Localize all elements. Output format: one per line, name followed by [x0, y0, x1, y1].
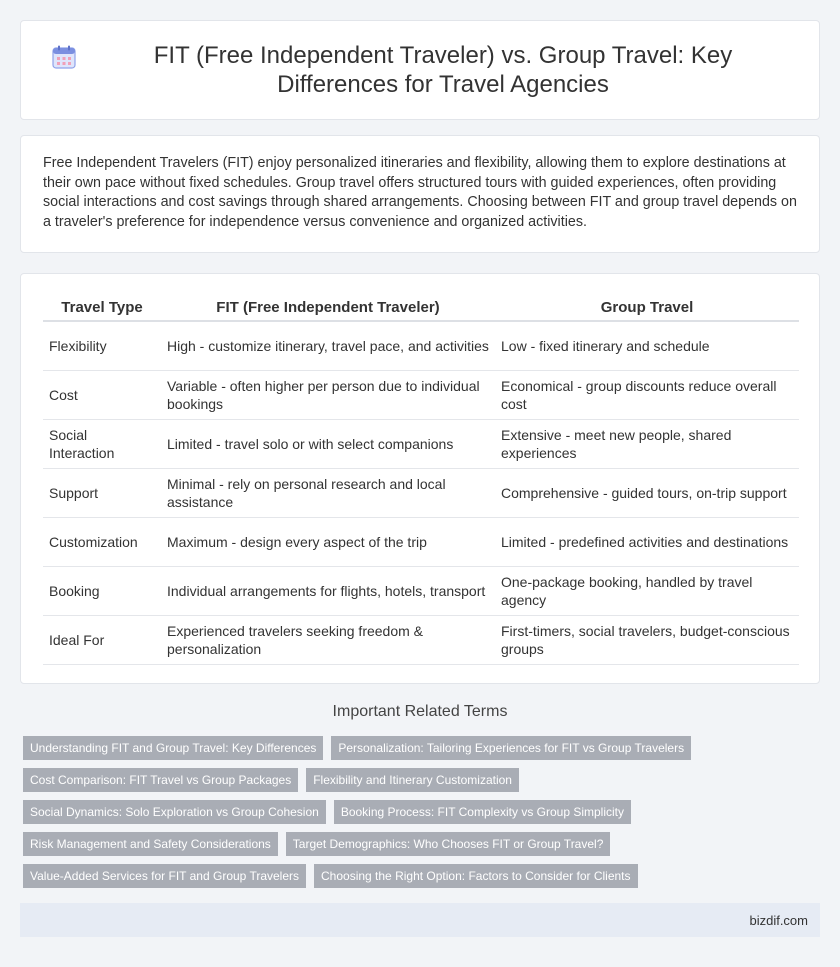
header-card: [20, 20, 820, 120]
column-header: FIT (Free Independent Traveler): [161, 294, 495, 322]
table-row: [43, 616, 799, 665]
table-cell: Minimal - rely on personal research and local assistance: [161, 469, 495, 518]
table-cell: One-package booking, handled by travel agency: [495, 567, 799, 616]
related-term-link[interactable]: Risk Management and Safety Considerations: [23, 832, 278, 856]
table-cell: First-timers, social travelers, budget-conscious groups: [495, 616, 799, 665]
footer: [20, 903, 820, 937]
comparison-card: [20, 273, 820, 684]
table-cell: Limited - predefined activities and destinations: [495, 518, 799, 567]
table-cell: Experienced travelers seeking freedom & personalization: [161, 616, 495, 665]
table-row: [43, 518, 799, 567]
site-name[interactable]: bizdif.com: [749, 912, 808, 928]
table-cell: Social Interaction: [43, 420, 161, 469]
table-row: [43, 420, 799, 469]
table-cell: Cost: [43, 371, 161, 420]
related-terms-heading: Important Related Terms: [332, 703, 508, 720]
table-row: [43, 322, 799, 371]
related-term-link[interactable]: Value-Added Services for FIT and Group Travelers: [23, 864, 306, 888]
table-cell: Economical - group discounts reduce overall cost: [495, 371, 799, 420]
column-header: Travel Type: [43, 294, 161, 322]
related-term-link[interactable]: Personalization: Tailoring Experiences for FIT vs Group Travelers: [331, 736, 691, 760]
calendar-icon: [51, 44, 77, 70]
related-term-link[interactable]: Cost Comparison: FIT Travel vs Group Packages: [23, 768, 298, 792]
related-term-link[interactable]: Booking Process: FIT Complexity vs Group Simplicity: [334, 800, 631, 824]
comparison-table: [43, 294, 799, 665]
table-row: [43, 567, 799, 616]
table-cell: Low - fixed itinerary and schedule: [495, 322, 799, 371]
table-cell: Extensive - meet new people, shared experiences: [495, 420, 799, 469]
table-cell: Ideal For: [43, 616, 161, 665]
table-row: [43, 469, 799, 518]
page-title: FIT (Free Independent Traveler) vs. Group Travel: Key Differences for Travel Agencies: [153, 42, 733, 98]
table-cell: Individual arrangements for flights, hotels, transport: [161, 567, 495, 616]
table-cell: Support: [43, 469, 161, 518]
column-header: Group Travel: [495, 294, 799, 322]
table-row: [43, 371, 799, 420]
table-cell: Variable - often higher per person due to individual bookings: [161, 371, 495, 420]
table-header-row: [43, 294, 799, 322]
table-cell: High - customize itinerary, travel pace, and activities: [161, 322, 495, 371]
intro-text: Free Independent Travelers (FIT) enjoy personalized itineraries and flexibility, allowing them to explore destinations at their own pace without fixed schedules. Group travel offers structured tours with guided experiences, often providing social interactions and cost savings through shared arrangements. Choosing between FIT and group travel depends on a traveler's preference for independence versus convenience and organized activities.: [43, 155, 797, 230]
related-term-link[interactable]: Understanding FIT and Group Travel: Key Differences: [23, 736, 323, 760]
table-cell: Maximum - design every aspect of the trip: [161, 518, 495, 567]
table-cell: Customization: [43, 518, 161, 567]
related-term-link[interactable]: Target Demographics: Who Chooses FIT or Group Travel?: [286, 832, 611, 856]
table-cell: Limited - travel solo or with select companions: [161, 420, 495, 469]
table-cell: Booking: [43, 567, 161, 616]
intro-card: [20, 135, 820, 253]
related-term-link[interactable]: Choosing the Right Option: Factors to Consider for Clients: [314, 864, 637, 888]
related-terms-list: [23, 736, 819, 888]
table-cell: Comprehensive - guided tours, on-trip support: [495, 469, 799, 518]
table-cell: Flexibility: [43, 322, 161, 371]
related-term-link[interactable]: Social Dynamics: Solo Exploration vs Group Cohesion: [23, 800, 326, 824]
related-term-link[interactable]: Flexibility and Itinerary Customization: [306, 768, 519, 792]
